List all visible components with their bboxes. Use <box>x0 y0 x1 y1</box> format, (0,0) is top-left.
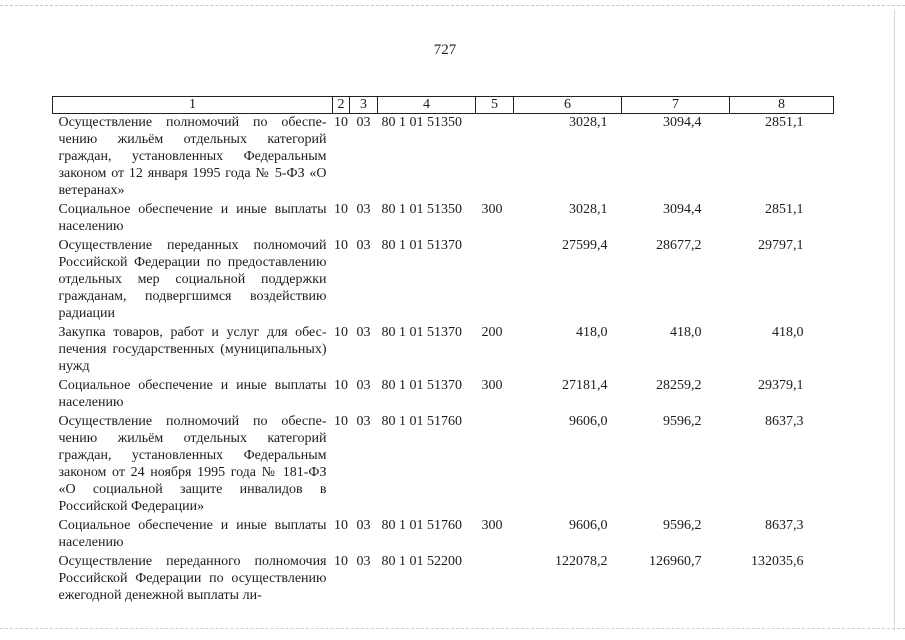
table-row <box>53 413 834 517</box>
column-header: 3 <box>350 97 378 114</box>
row-expense-type: 300 <box>481 518 503 533</box>
row-subsection: 03 <box>356 238 371 253</box>
row-name: Социальное обеспечение и иные выплаты населению <box>58 518 327 550</box>
row-name: Социальное обеспечение и иные выплаты населению <box>58 378 327 410</box>
column-header: 2 <box>333 97 350 114</box>
row-target-article: 80 1 01 52200 <box>381 554 462 569</box>
column-header: 4 <box>378 97 476 114</box>
row-subsection: 03 <box>356 378 371 393</box>
row-value-col7: 28677,2 <box>656 238 702 253</box>
row-section: 10 <box>334 238 348 253</box>
row-value-col8: 418,0 <box>772 325 804 340</box>
row-value-col8: 8637,3 <box>765 414 804 429</box>
row-value-col8: 29797,1 <box>758 238 804 253</box>
row-value-col6: 27181,4 <box>562 378 608 393</box>
row-section: 10 <box>334 554 348 569</box>
table-row <box>53 237 834 324</box>
row-target-article: 80 1 01 51370 <box>381 325 462 340</box>
row-subsection: 03 <box>356 554 371 569</box>
row-value-col7: 3094,4 <box>663 202 702 217</box>
row-value-col7: 3094,4 <box>663 115 702 130</box>
column-header: 8 <box>730 97 834 114</box>
row-value-col8: 2851,1 <box>765 202 804 217</box>
row-target-article: 80 1 01 51760 <box>381 518 462 533</box>
row-value-col8: 8637,3 <box>765 518 804 533</box>
budget-table <box>52 96 834 606</box>
row-target-article: 80 1 01 51350 <box>381 115 462 130</box>
row-target-article: 80 1 01 51370 <box>381 238 462 253</box>
row-value-col6: 9606,0 <box>569 518 608 533</box>
table-row <box>53 324 834 377</box>
column-header: 6 <box>514 97 622 114</box>
row-value-col8: 2851,1 <box>765 115 804 130</box>
table-row <box>53 114 834 202</box>
row-value-col8: 29379,1 <box>758 378 804 393</box>
column-header: 7 <box>622 97 730 114</box>
row-subsection: 03 <box>356 115 371 130</box>
row-subsection: 03 <box>356 518 371 533</box>
row-section: 10 <box>334 115 348 130</box>
table-row <box>53 201 834 237</box>
row-expense-type <box>476 413 514 517</box>
row-target-article: 80 1 01 51350 <box>381 202 462 217</box>
row-expense-type: 200 <box>481 325 503 340</box>
row-section: 10 <box>334 414 348 429</box>
row-value-col7: 418,0 <box>670 325 702 340</box>
row-section: 10 <box>334 325 348 340</box>
row-section: 10 <box>334 378 348 393</box>
row-name: Осуществление переданных полномочий Российской Федерации по предоставлению отдельных мер социальной поддержки гражданам, подвергшимся воздействию радиации <box>58 238 327 321</box>
row-value-col7: 9596,2 <box>663 518 702 533</box>
row-expense-type: 300 <box>481 202 503 217</box>
row-value-col6: 122078,2 <box>555 554 608 569</box>
table-body <box>53 114 834 607</box>
row-expense-type <box>476 553 514 606</box>
row-subsection: 03 <box>356 202 371 217</box>
table-header-row <box>53 97 834 114</box>
table-row <box>53 377 834 413</box>
row-value-col6: 418,0 <box>576 325 608 340</box>
row-value-col6: 27599,4 <box>562 238 608 253</box>
row-value-col6: 9606,0 <box>569 414 608 429</box>
row-subsection: 03 <box>356 414 371 429</box>
row-expense-type <box>476 114 514 202</box>
row-value-col7: 126960,7 <box>649 554 702 569</box>
row-subsection: 03 <box>356 325 371 340</box>
scan-edge-right <box>894 10 895 630</box>
row-value-col8: 132035,6 <box>751 554 804 569</box>
row-value-col6: 3028,1 <box>569 115 608 130</box>
row-value-col7: 9596,2 <box>663 414 702 429</box>
row-section: 10 <box>334 202 348 217</box>
row-expense-type <box>476 237 514 324</box>
table-row <box>53 517 834 553</box>
row-target-article: 80 1 01 51760 <box>381 414 462 429</box>
row-name: Социальное обеспечение и иные выплаты населению <box>58 202 327 234</box>
row-name: Осуществление полномочий по обеспечению жильём отдельных категорий граждан, установленных Федеральным законом от 24 ноября 1995 года № 181-ФЗ «О социальной защите инвалидов в Российской Федерации» <box>58 414 327 514</box>
table-row <box>53 553 834 606</box>
row-name: Осуществление переданного полномочия Российской Федерации по осуществлению ежегодной денежной выплаты ли- <box>58 554 327 603</box>
row-target-article: 80 1 01 51370 <box>381 378 462 393</box>
row-name: Осуществление полномочий по обеспечению жильём отдельных категорий граждан, установленных Федеральным законом от 12 января 1995 года № 5-ФЗ «О ветеранах» <box>58 115 327 198</box>
column-header: 1 <box>53 97 333 114</box>
scan-edge-bottom <box>0 628 905 629</box>
row-value-col7: 28259,2 <box>656 378 702 393</box>
column-header: 5 <box>476 97 514 114</box>
page-number: 727 <box>433 42 457 58</box>
row-section: 10 <box>334 518 348 533</box>
row-name: Закупка товаров, работ и услуг для обеспечения государственных (муниципальных) нужд <box>58 325 327 374</box>
row-expense-type: 300 <box>481 378 503 393</box>
scan-edge-top <box>0 5 905 6</box>
row-value-col6: 3028,1 <box>569 202 608 217</box>
